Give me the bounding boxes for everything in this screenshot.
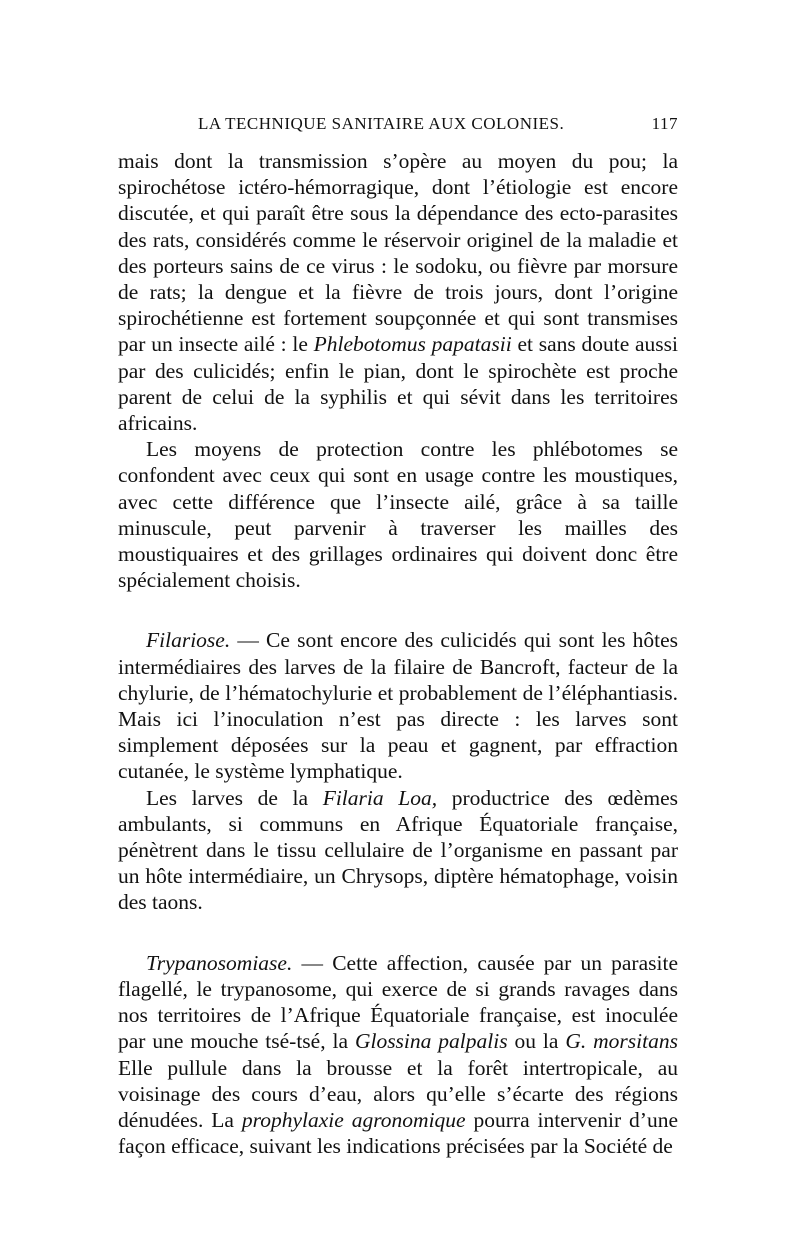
paragraph-spirochetosis (118, 148, 678, 436)
text-run: Elle pullule dans la brousse et la forêt intertropicale, au voisinage des cours d’eau, alors qu’elle s’écarte des régions dénudées. La (118, 1055, 678, 1132)
italic-term: G. morsitans (565, 1029, 678, 1054)
section-gap (118, 593, 678, 627)
section-heading-trypanosomiase: Trypanosomiase. (146, 950, 293, 975)
page-body (118, 148, 678, 1159)
italic-term: prophylaxie agronomique (241, 1107, 466, 1132)
text-run: Les larves de la (146, 785, 323, 810)
text-run: productrice des œdèmes ambulants, si communs en Afrique Équatoriale française, pénètrent dans le tissu cellulaire de l’organisme en passant par un hôte intermédiaire, un Chrysops, diptère hématophage, voisin des taons. (118, 785, 678, 915)
page-number: 117 (651, 114, 678, 133)
text-run: et sans doute aussi par des culicidés; enfin le pian, dont le spirochète est proche parent de celui de la syphilis et qui sévit dans les territoires africains. (118, 332, 678, 436)
paragraph-phlebotomes (118, 436, 678, 593)
text-run: ou la (507, 1029, 566, 1054)
paragraph-filaria-loa (118, 785, 678, 916)
text-run: mais dont la transmission s’opère au moyen du pou; la spirochétose ictéro-hémorragique, dont l’étiologie est encore discutée, et qui paraît être sous la dépendance des ecto-parasites des rats, considérés comme le réservoir originel de la maladie et des porteurs sains de ce virus : le sodoku, ou fièvre par morsure de rats; la dengue et la fièvre de trois jours, dont l’origine spirochétienne est fortement soupçonnée et qui sont transmises par un insecte ailé : le (118, 149, 678, 357)
paragraph-filariose (118, 627, 678, 784)
text-run: Les moyens de protection contre les phlébotomes se confondent avec ceux qui sont en usage contre les moustiques, avec cette différence que l’insecte ailé, grâce à sa taille minuscule, peut parvenir à traverser les mailles des moustiquaires et des grillages ordinaires qui doivent donc être spécialement choisis. (118, 437, 678, 593)
italic-term: Phlebotomus papatasii (313, 332, 512, 357)
text-run: — Ce sont encore des culicidés qui sont les hôtes intermédiaires des larves de la filaire de Bancroft, facteur de la chylurie, de l’hématochylurie et probablement de l’éléphantiasis. Mais ici l’inoculation n’est pas directe : les larves sont simplement déposées sur la peau et gagnent, par effraction cutanée, le système lymphatique. (118, 628, 678, 784)
running-title: LA TECHNIQUE SANITAIRE AUX COLONIES. (198, 114, 565, 133)
section-gap (118, 916, 678, 950)
text-run: pourra intervenir d’une façon efficace, suivant les indications précisées par la Société de (118, 1107, 679, 1159)
italic-term: Glossina palpalis (354, 1029, 508, 1054)
running-head (118, 114, 678, 138)
paragraph-trypanosomiase (118, 950, 678, 1160)
italic-term: Filaria Loa, (322, 785, 438, 810)
section-heading-filariose: Filariose. (146, 628, 231, 653)
text-run: — Cette affection, causée par un parasite flagellé, le trypanosome, qui exerce de si grands ravages dans nos territoires de l’Afrique Équatoriale française, est inoculée par une mouche tsé-tsé, la (118, 950, 678, 1054)
